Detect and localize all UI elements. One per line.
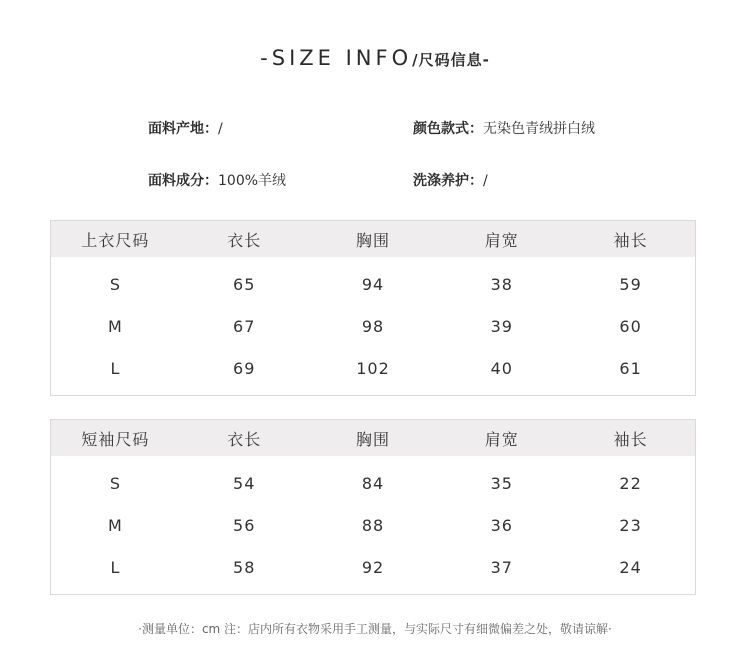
page-title — [0, 46, 750, 70]
table-cell: 88 — [361, 515, 385, 535]
table-row — [51, 347, 695, 389]
table-row — [51, 546, 695, 588]
table-cell: 65 — [233, 274, 256, 294]
size-table-top — [50, 220, 696, 396]
title-english: -SIZE INFO — [260, 46, 413, 70]
table-cell: 61 — [619, 358, 642, 378]
table-cell: S — [109, 274, 121, 294]
table-row — [51, 305, 695, 347]
info-care — [413, 170, 488, 190]
table-cell: L — [110, 557, 121, 577]
table-cell: 94 — [361, 274, 385, 294]
info-style — [413, 118, 595, 138]
table-cell: 36 — [490, 515, 513, 535]
header-cell-chest: 胸围 — [355, 230, 390, 250]
info-care-label: 洗涤养护： — [413, 173, 483, 189]
table-body — [51, 456, 695, 594]
table-cell: 84 — [361, 473, 385, 493]
info-origin-label: 面料产地： — [148, 121, 218, 137]
table-cell: 60 — [619, 316, 642, 336]
table-cell: M — [107, 316, 123, 336]
header-cell-sleeve: 袖长 — [613, 230, 648, 250]
table-cell: 92 — [361, 557, 385, 577]
table-row — [51, 263, 695, 305]
table-cell: L — [110, 358, 121, 378]
table-cell: 35 — [490, 473, 513, 493]
header-cell-shoulder: 肩宽 — [484, 429, 519, 449]
table-cell: S — [109, 473, 121, 493]
header-cell-size: 短袖尺码 — [81, 429, 150, 449]
table-cell: 69 — [233, 358, 256, 378]
table-cell: 39 — [490, 316, 513, 336]
header-cell-size: 上衣尺码 — [81, 230, 150, 250]
table-cell: 40 — [490, 358, 513, 378]
header-cell-chest: 胸围 — [355, 429, 390, 449]
info-style-value: 无染色青绒拼白绒 — [483, 121, 595, 137]
info-composition-label: 面料成分： — [148, 173, 218, 189]
table-row — [51, 504, 695, 546]
info-origin-value: / — [218, 121, 223, 137]
info-composition-value: 100%羊绒 — [218, 173, 287, 189]
table-row — [51, 462, 695, 504]
info-care-value: / — [483, 173, 488, 189]
table-cell: 38 — [490, 274, 513, 294]
table-cell: 59 — [619, 274, 642, 294]
info-composition — [148, 170, 286, 190]
table-cell: 67 — [233, 316, 256, 336]
info-style-label: 颜色款式： — [413, 121, 483, 137]
header-cell-shoulder: 肩宽 — [484, 230, 519, 250]
table-cell: 56 — [233, 515, 256, 535]
table-header — [51, 420, 695, 456]
table-cell: 22 — [619, 473, 642, 493]
table-cell: 24 — [619, 557, 642, 577]
table-body — [51, 257, 695, 395]
info-origin — [148, 118, 223, 138]
table-cell: 37 — [490, 557, 513, 577]
table-cell: 98 — [361, 316, 385, 336]
table-header — [51, 221, 695, 257]
table-cell: 58 — [233, 557, 256, 577]
size-table-short-sleeve — [50, 419, 696, 595]
header-cell-sleeve: 袖长 — [613, 429, 648, 449]
table-cell: M — [107, 515, 123, 535]
table-cell: 23 — [619, 515, 642, 535]
table-cell: 54 — [233, 473, 256, 493]
header-cell-length: 衣长 — [227, 230, 262, 250]
title-chinese: /尺码信息- — [412, 51, 490, 69]
header-cell-length: 衣长 — [227, 429, 262, 449]
measurement-footnote: ·测量单位：cm 注：店内所有衣物采用手工测量，与实际尺寸有细微偏差之处，敬请谅解· — [138, 622, 612, 636]
table-cell: 102 — [356, 358, 390, 378]
